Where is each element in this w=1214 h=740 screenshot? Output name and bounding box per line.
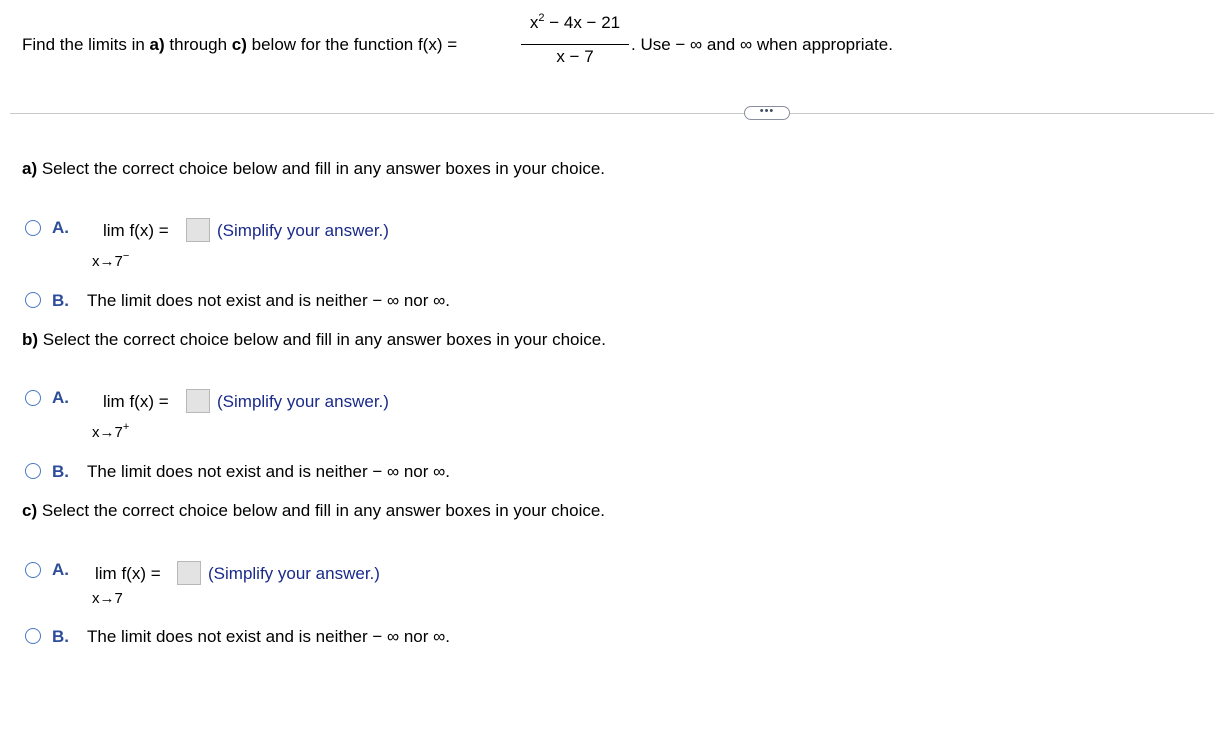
part-c-instruction: c) Select the correct choice below and fill in any answer boxes in your choice. [22,501,606,520]
function-fraction [521,8,629,68]
part-b-option-b-radio[interactable] [25,463,41,479]
more-options-button[interactable]: ••• [744,106,790,120]
part-c-hint: (Simplify your answer.) [208,564,380,583]
part-b-option-a-letter: A. [52,388,69,407]
part-a-lim-text: lim f(x) = [103,221,169,240]
part-a-option-b-letter: B. [52,291,69,310]
use-infinity-note: . Use − ∞ and ∞ when appropriate. [631,35,893,54]
fraction-bar [521,44,629,45]
part-b-option-b-text: The limit does not exist and is neither − ∞ nor ∞. [87,462,450,481]
part-a-option-b-text: The limit does not exist and is neither − ∞ nor ∞. [87,291,450,310]
part-c-option-b-radio[interactable] [25,628,41,644]
part-c-option-b-letter: B. [52,627,69,646]
part-c-option-b-text: The limit does not exist and is neither − ∞ nor ∞. [87,627,450,646]
fraction-denominator: x − 7 [556,47,594,66]
part-a-option-b-radio[interactable] [25,292,41,308]
part-c-approach: x→7 [92,590,123,607]
part-b-option-a-radio[interactable] [25,390,41,406]
part-b-answer-box[interactable] [186,389,210,413]
part-b-option-b-letter: B. [52,462,69,481]
divider [10,113,1214,114]
part-c-answer-box[interactable] [177,561,201,585]
part-c-lim-text: lim f(x) = [95,564,161,583]
part-a-answer-box[interactable] [186,218,210,242]
part-a-option-a-radio[interactable] [25,220,41,236]
part-b-lim-text: lim f(x) = [103,392,169,411]
problem-statement: Find the limits in a) through c) below for the function f(x) = [22,35,458,54]
part-b-hint: (Simplify your answer.) [217,392,389,411]
part-a-hint: (Simplify your answer.) [217,221,389,240]
part-a-option-a-letter: A. [52,218,69,237]
fraction-numerator: $x^2 - 4x - 21$ [529,12,621,32]
part-b-approach: x→7+ [92,421,130,441]
part-a-approach: x→7− [92,250,130,270]
part-c-option-a-letter: A. [52,560,69,579]
part-c-option-a-radio[interactable] [25,562,41,578]
part-b-instruction: b) Select the correct choice below and fill in any answer boxes in your choice. [22,330,606,349]
part-a-instruction: a) Select the correct choice below and fill in any answer boxes in your choice. [22,159,606,178]
